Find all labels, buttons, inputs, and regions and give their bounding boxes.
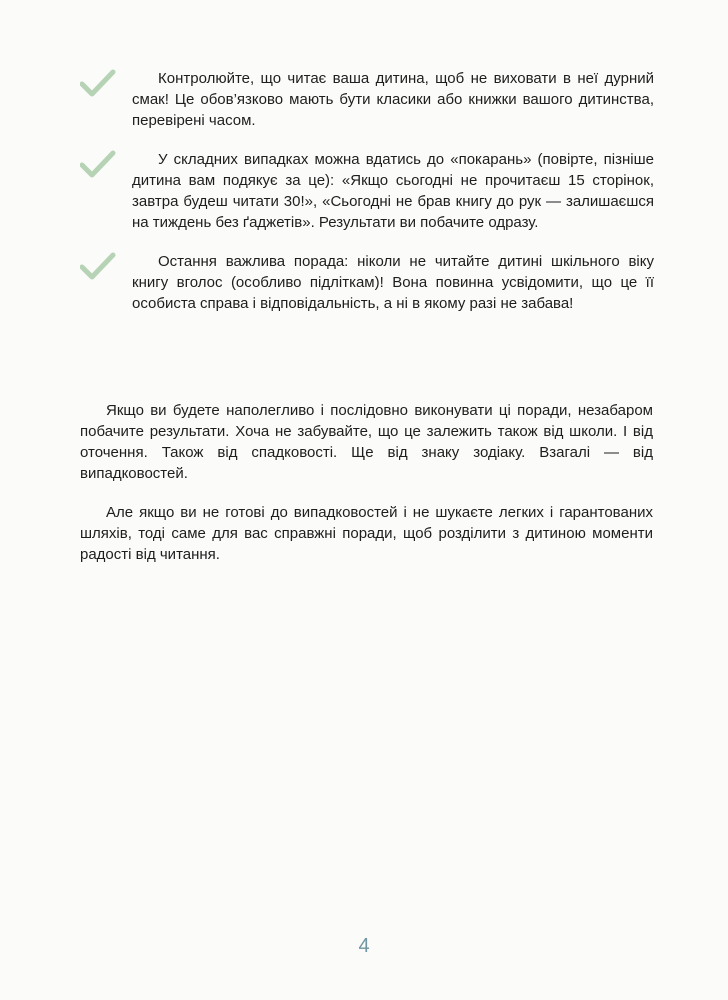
tip-text: У складних випадках можна вдатись до «покарань» (повірте, пізніше дитина вам подякує за це): «Якщо сьогодні не прочитаєш 15 сторінок, завтра будеш читати 30!», «Сьогодні не брав книгу до рук — залишаєшся на тиждень без ґаджетів». Результати ви побачите одразу. xyxy=(132,151,654,231)
check-icon xyxy=(80,69,116,97)
tip-item xyxy=(80,149,654,233)
tip-item xyxy=(80,251,654,314)
page-number: 4 xyxy=(358,935,370,957)
check-icon xyxy=(80,150,116,178)
paragraph: Якщо ви будете наполегливо і послідовно виконувати ці поради, незабаром побачите результати. Хоча не забувайте, що це залежить також від школи. І від оточення. Також від спадковості. Ще від знаку зодіаку. Взагалі — від випадковостей. xyxy=(80,402,653,482)
check-icon xyxy=(80,252,116,280)
tip-text: Остання важлива порада: ніколи не читайте дитині шкільного віку книгу вголос (особливо підліткам)! Вона повинна усвідомити, що це її особиста справа і відповідальність, а ні в якому разі не забава! xyxy=(132,253,654,312)
tip-item xyxy=(80,68,654,131)
body-text xyxy=(80,400,653,583)
tip-text: Контролюйте, що читає ваша дитина, щоб не виховати в неї дурний смак! Це обов’язково мають бути класики або книжки вашого дитинства, перевірені часом. xyxy=(132,70,654,129)
tips-list xyxy=(80,68,654,332)
paragraph: Але якщо ви не готові до випадковостей і не шукаєте легких і гарантованих шляхів, тоді саме для вас справжні поради, щоб розділити з дитиною моменти радості від читання. xyxy=(80,504,653,563)
